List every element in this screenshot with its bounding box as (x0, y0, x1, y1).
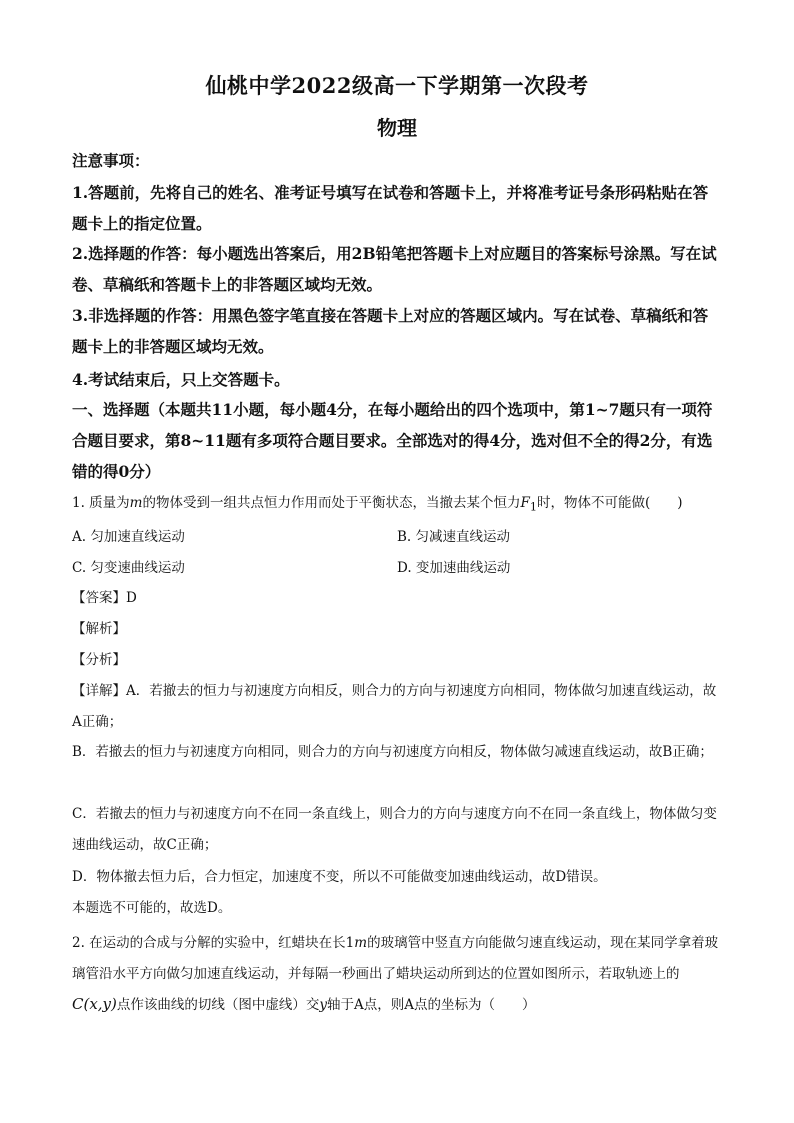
q2-stem-part: 的玻璃管中竖直方向能做匀速直线运动，现在某同学拿着玻璃管沿水平方向做匀加速直线运动，并每隔一秒画出了蜡块运动所到达的位置如图所示，若取轨迹上的 (72, 935, 719, 982)
q2-stem-part: 轴于A点，则A点的坐标为（ ） (327, 997, 536, 1013)
answer-tag: 【答案】 (72, 590, 126, 606)
note-item-4: 4.考试结束后，只上交答题卡。 (72, 370, 290, 389)
exam-subject: 物理 (377, 116, 417, 140)
exam-title: 仙桃中学2022级高一下学期第一次段考 (205, 73, 589, 98)
q1-option-a: A. 匀加速直线运动 (72, 529, 185, 545)
detail-tag: 【详解】 (72, 683, 126, 699)
q1-analysis-tag: 【解析】 (72, 621, 126, 637)
q2-stem-part: 2. 在运动的合成与分解的实验中，红蜡块在长 (72, 935, 346, 951)
q1-option-d: D. 变加速曲线运动 (397, 560, 511, 576)
axis-y: y (319, 997, 328, 1013)
tube-length: 1 (345, 935, 355, 951)
note-item-1: 1.答题前，先将自己的姓名、准考证号填写在试卷和答题卡上，并将准考证号条形码粘贴在答题卡上的指定位置。 (72, 183, 709, 233)
q1-detail-d: D．物体撤去恒力后，合力恒定，加速度不变，所以不可能做变加速曲线运动，故D错误。 (72, 869, 607, 885)
var-m: m (129, 495, 143, 511)
q1-fenxi-tag: 【分析】 (72, 652, 126, 668)
q1-detail-a (72, 676, 722, 737)
q1-detail-b: B．若撤去的恒力与初速度方向相同，则合力的方向与初速度方向相反，物体做匀减速直线运动，故B正确； (72, 744, 713, 760)
var-f: F (520, 495, 530, 511)
question-2-stem (72, 928, 722, 1021)
q1-stem-part: 1. 质量为 (72, 495, 130, 511)
q1-answer (72, 583, 722, 614)
q1-stem-part: 的物体受到一组共点恒力作用而处于平衡状态，当撤去某个恒力 (142, 495, 521, 511)
q1-option-c: C. 匀变速曲线运动 (72, 560, 185, 576)
answer-value: D (126, 590, 137, 606)
question-1-stem (72, 488, 722, 523)
point-c: C(x,y) (72, 995, 117, 1013)
length-unit: m (354, 935, 368, 951)
notes-heading: 注意事项： (72, 151, 150, 170)
q2-stem-part: 点作该曲线的切线（图中虚线）交 (116, 997, 320, 1013)
note-item-2: 2.选择题的作答：每小题选出答案后，用2B铅笔把答题卡上对应题目的答案标号涂黑。写在试卷、草稿纸和答题卡上的非答题区域均无效。 (72, 244, 717, 294)
q1-option-b: B. 匀减速直线运动 (397, 529, 511, 545)
q1-detail-c: C．若撤去的恒力与初速度方向不在同一条直线上，则合力的方向与速度方向不在同一条直线上，物体做匀变速曲线运动，故C正确； (72, 806, 717, 853)
q1-stem-part: 时，物体不可能做( ) (537, 495, 683, 511)
q1-conclusion: 本题选不可能的，故选D。 (72, 900, 232, 916)
section-heading: 一、选择题（本题共11小题，每小题4分，在每小题给出的四个选项中，第1~7题只有一项符合题目要求，第8~11题有多项符合题目要求。全部选对的得4分，选对但不全的得2分，有选错的得0分） (72, 400, 713, 481)
var-f-subscript: 1 (529, 500, 538, 514)
note-item-3: 3.非选择题的作答：用黑色签字笔直接在答题卡上对应的答题区域内。写在试卷、草稿纸和答题卡上的非答题区域均无效。 (72, 306, 709, 356)
detail-text: A．若撤去的恒力与初速度方向相反，则合力的方向与初速度方向相同，物体做匀加速直线运动，故A正确； (72, 683, 717, 730)
